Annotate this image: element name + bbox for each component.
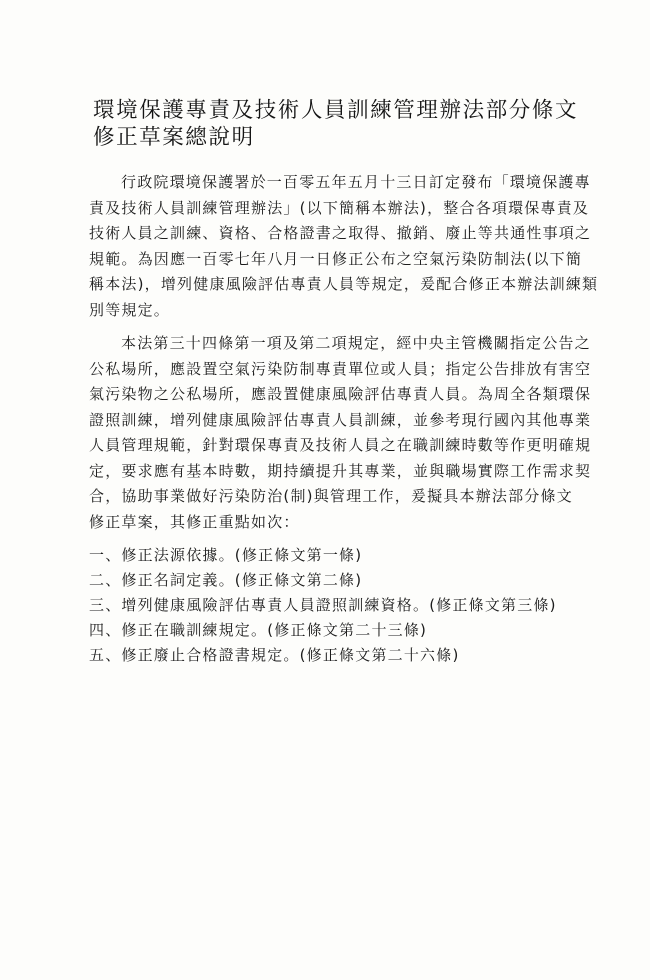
list-item: 三、增列健康風險評估專責人員證照訓練資格。(修正條文第三條): [89, 596, 557, 614]
text-line: 公私場所，應設置空氣污染防制專責單位或人員；指定公告排放有害空: [89, 359, 592, 378]
text-line: 證照訓練，增列健康風險評估專責人員訓練，並參考現行國內其他專業: [89, 410, 592, 429]
text-line: 技術人員之訓練、資格、合格證書之取得、撤銷、廢止等共通性事項之: [89, 224, 592, 242]
paragraph-rationale: [89, 331, 592, 535]
list-item: 一、修正法源依據。(修正條文第一條): [89, 546, 363, 564]
document-title: [93, 97, 579, 151]
text-line: 規範。為因應一百零七年八月一日修正公布之空氣污染防制法(以下簡: [89, 249, 583, 268]
title-line: 環境保護專責及技術人員訓練管理辦法部分條文: [93, 98, 579, 123]
list-item: 四、修正在職訓練規定。(修正條文第二十三條): [89, 621, 428, 639]
list-item: 二、修正名詞定義。(修正條文第二條): [89, 571, 363, 589]
text-line: 稱本法)，增列健康風險評估專責人員等規定，爰配合修正本辦法訓練類: [89, 275, 599, 293]
text-line: 人員管理規範，針對環保專責及技術人員之在職訓練時數等作更明確規: [89, 436, 592, 454]
text-line: 責及技術人員訓練管理辦法」(以下簡稱本辦法)，整合各項環保專責及: [89, 198, 590, 217]
title-line: 修正草案總說明: [93, 125, 255, 150]
text-line: 合，協助事業做好污染防治(制)與管理工作，爰擬具本辦法部分條文: [89, 487, 573, 505]
key-points-list: [89, 543, 589, 668]
text-line: 定，要求應有基本時數，期持續提升其專業，並與職場實際工作需求契: [89, 461, 592, 480]
text-line: 行政院環境保護署於一百零五年五月十三日訂定發布「環境保護專: [121, 173, 591, 191]
text-line: 氣污染物之公私場所，應設置健康風險評估專責人員。為周全各類環保: [89, 385, 592, 403]
text-line: 別等規定。: [89, 300, 171, 319]
text-line: 修正草案，其修正重點如次：: [89, 512, 300, 531]
text-line: 本法第三十四條第一項及第二項規定，經中央主管機關指定公告之: [121, 334, 591, 352]
paragraph-background: [89, 170, 599, 323]
document-body: [89, 170, 599, 668]
list-item: 五、修正廢止合格證書規定。(修正條文第二十六條): [89, 646, 460, 664]
